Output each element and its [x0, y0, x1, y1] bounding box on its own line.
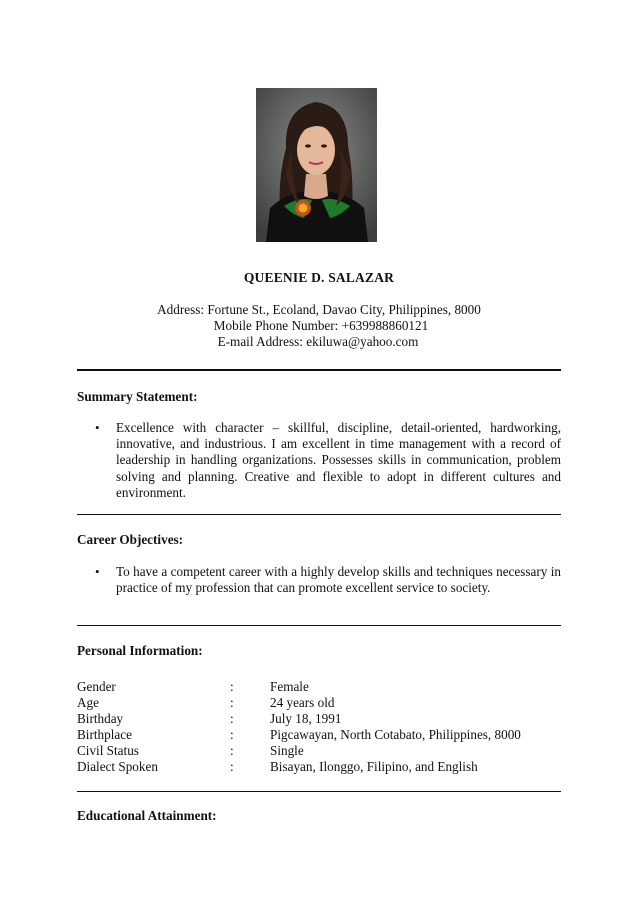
info-row-birthplace: [77, 727, 567, 743]
info-row-age: [77, 695, 567, 711]
applicant-name: QUEENIE D. SALAZAR: [243, 270, 395, 285]
section-divider: [77, 791, 561, 792]
address-line: Address: Fortune St., Ecoland, Davao City, Philippines, 8000: [157, 302, 481, 317]
bullet-icon: •: [95, 564, 100, 579]
info-label: Dialect Spoken: [77, 759, 158, 774]
info-label: Gender: [77, 679, 116, 694]
section-divider: [77, 514, 561, 515]
info-label: Birthplace: [77, 727, 132, 742]
career-text: To have a competent career with a highly develop skills and techniques necessary in practice of my profession that can promote excellent service to society.: [116, 564, 561, 596]
email-line: E-mail Address: ekiluwa@yahoo.com: [217, 334, 419, 349]
info-row-gender: [77, 679, 567, 695]
mobile-line: Mobile Phone Number: +639988860121: [213, 318, 429, 333]
info-row-birthday: [77, 711, 567, 727]
profile-photo: [256, 88, 377, 242]
info-row-civil-status: [77, 743, 567, 759]
section-divider: [77, 625, 561, 626]
education-heading: Educational Attainment:: [77, 808, 217, 823]
info-separator: :: [230, 679, 234, 694]
header-divider: [77, 369, 561, 371]
info-label: Birthday: [77, 711, 124, 726]
info-separator: :: [230, 759, 234, 774]
personal-heading: Personal Information:: [77, 643, 203, 658]
portrait-image: [256, 88, 377, 242]
summary-heading: Summary Statement:: [77, 389, 198, 404]
info-separator: :: [230, 727, 234, 742]
info-value: Female: [270, 679, 309, 694]
info-label: Civil Status: [77, 743, 139, 758]
career-heading: Career Objectives:: [77, 532, 184, 547]
info-value: Single: [270, 743, 304, 758]
info-separator: :: [230, 711, 234, 726]
info-row-dialect: [77, 759, 567, 775]
info-value: Bisayan, Ilonggo, Filipino, and English: [270, 759, 478, 774]
bullet-icon: •: [95, 420, 100, 435]
info-value: Pigcawayan, North Cotabato, Philippines, 8000: [270, 727, 521, 742]
info-value: July 18, 1991: [270, 711, 342, 726]
info-label: Age: [77, 695, 99, 710]
info-separator: :: [230, 743, 234, 758]
info-value: 24 years old: [270, 695, 335, 710]
summary-text: Excellence with character – skillful, discipline, detail-oriented, hardworking, innovative, and industrious. I am excellent in time management with a record of leadership in handling organizations. Possesses skills in communication, problem solving and planning. Creative and flexible to adopt in different cultures and environment.: [116, 420, 561, 500]
info-separator: :: [230, 695, 234, 710]
